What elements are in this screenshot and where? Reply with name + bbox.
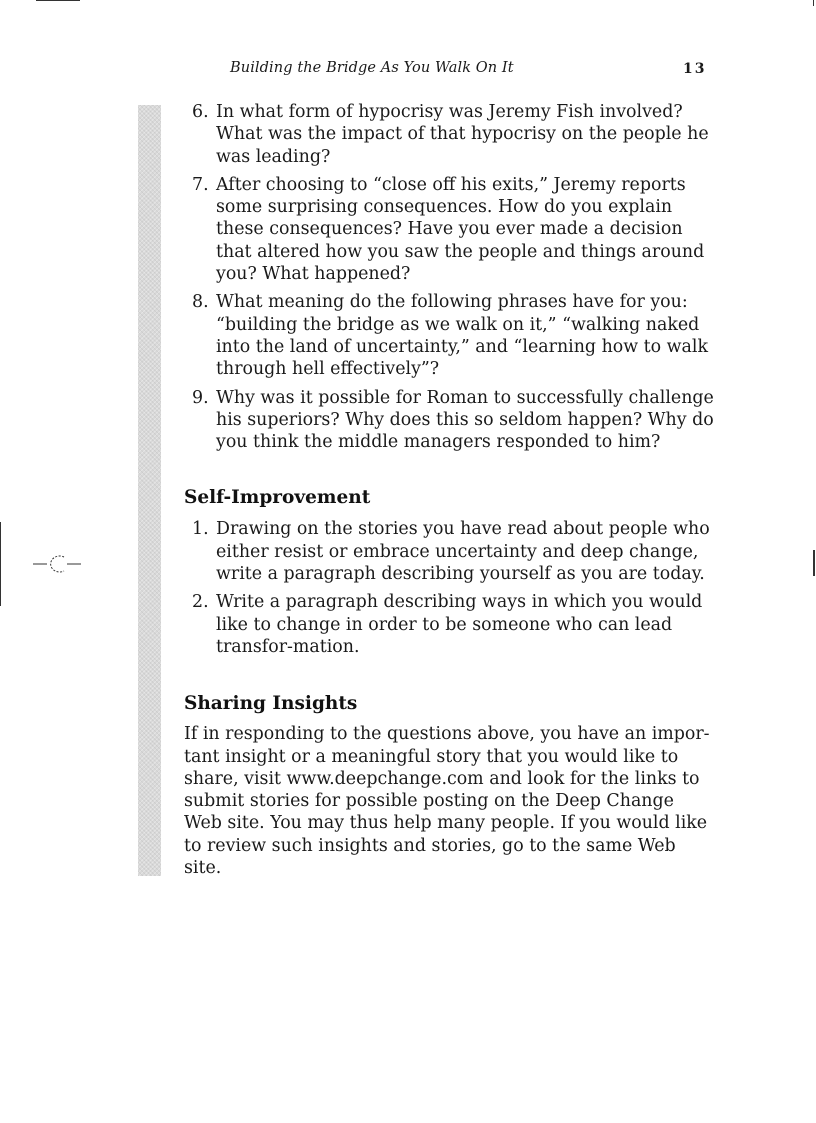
- question-number: 9.: [192, 387, 209, 408]
- list-item: [184, 518, 714, 585]
- question-number: 8.: [192, 292, 209, 313]
- crop-mark-right: [813, 550, 815, 576]
- question-text: After choosing to “close off his exits,” Jeremy reports some surprising consequences. How do you explain these consequences? Have you ever made a decision that altered how you saw the people and things around you? What happened?: [216, 174, 705, 285]
- list-item: [184, 101, 714, 168]
- crop-mark-top-right: [813, 0, 814, 6]
- crop-mark-top-left: [36, 0, 80, 1]
- list-item: [184, 591, 714, 658]
- question-text: Why was it possible for Roman to successfully challenge his superiors? Why does this so seldom happen? Why do you think the middle managers responded to him?: [216, 387, 714, 453]
- self-improvement-list: [184, 518, 714, 658]
- page-number: 13: [683, 61, 707, 77]
- question-number: 7.: [192, 174, 209, 195]
- item-number: 2.: [192, 592, 209, 613]
- sidebar-shading: [138, 105, 161, 876]
- self-improvement-heading: Self-Improvement: [184, 487, 371, 509]
- page-body: [184, 101, 714, 879]
- item-text: Drawing on the stories you have read about people who either resist or embrace uncertainty and deep change, write a paragraph describing yourself as you are today.: [216, 519, 710, 585]
- sharing-insights-heading: Sharing Insights: [184, 693, 358, 715]
- item-text: Write a paragraph describing ways in which you would like to change in order to be someone who can lead transfor-mation.: [216, 592, 703, 657]
- list-item: [184, 387, 714, 454]
- question-number: 6.: [192, 102, 209, 122]
- crop-mark-left: [0, 522, 1, 606]
- sharing-insights-paragraph: If in responding to the questions above, you have an impor-tant insight or a meaningful story that you would like to share, visit www.deepchange.com and look for the links to submit stories for possible posting on the Deep Change Web site. You may thus help many people. If you would like to review such insights and stories, go to the same Web site.: [184, 724, 710, 879]
- question-text: In what form of hypocrisy was Jeremy Fish involved? What was the impact of that hypocrisy on the people he was leading?: [216, 102, 709, 167]
- discussion-questions: [184, 101, 714, 453]
- question-text: What meaning do the following phrases have for you: “building the bridge as we walk on it,” “walking naked into the land of uncertainty,” and “learning how to walk through hell effectively”?: [216, 292, 708, 380]
- list-item: [184, 174, 714, 285]
- list-item: [184, 291, 714, 380]
- running-head: Building the Bridge As You Walk On It: [230, 60, 514, 76]
- registration-mark-icon: [33, 553, 81, 575]
- item-number: 1.: [192, 519, 209, 540]
